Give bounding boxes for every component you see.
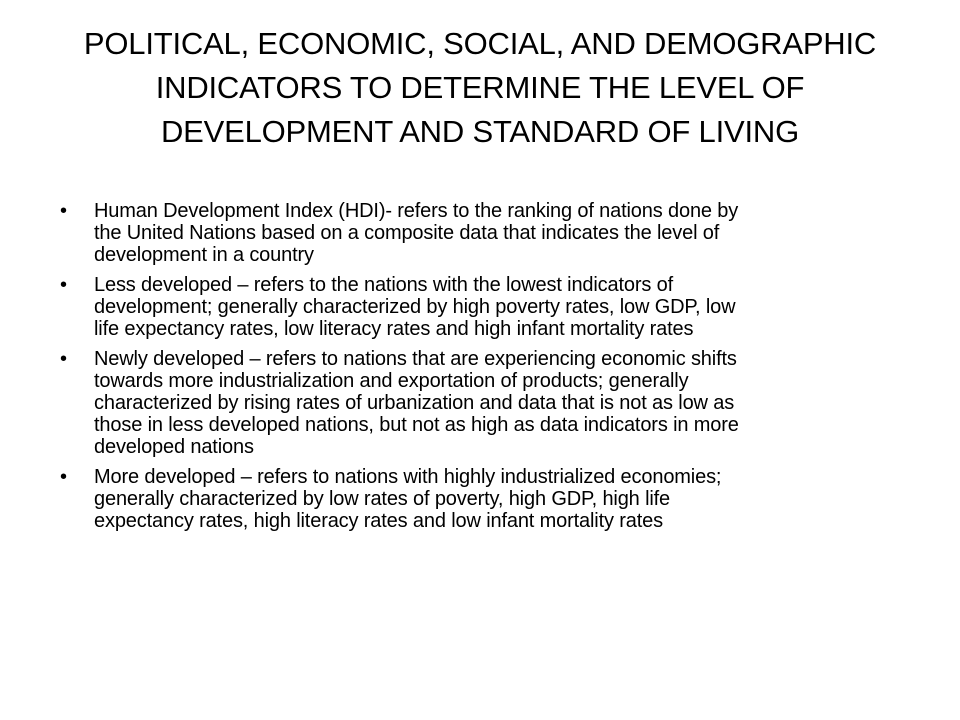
bullet-text — [94, 274, 910, 340]
bullet-dot-icon: • — [60, 200, 68, 222]
bullet-text — [94, 200, 910, 266]
bullet-dot-icon: • — [60, 274, 68, 296]
bullet-less-developed — [60, 274, 910, 340]
bullet-more-developed — [60, 466, 910, 532]
bullet-line: characterized by rising rates of urbanization and data that is not as low as — [94, 392, 735, 414]
bullet-line: developed nations — [94, 436, 254, 458]
bullet-line: development; generally characterized by high poverty rates, low GDP, low — [94, 296, 736, 318]
bullet-line: those in less developed nations, but not as high as data indicators in more — [94, 414, 739, 436]
bullet-line: towards more industrialization and exportation of products; generally — [94, 370, 689, 392]
bullet-list — [60, 200, 910, 540]
bullet-dot-icon: • — [60, 466, 68, 488]
bullet-text — [94, 348, 910, 458]
slide-title — [40, 22, 920, 154]
bullet-hdi — [60, 200, 910, 266]
title-line: DEVELOPMENT AND STANDARD OF LIVING — [160, 114, 799, 149]
bullet-line: Newly developed – refers to nations that are experiencing economic shifts — [94, 348, 737, 370]
bullet-line: expectancy rates, high literacy rates and low infant mortality rates — [94, 510, 663, 532]
bullet-line: Less developed – refers to the nations with the lowest indicators of — [94, 274, 674, 296]
bullet-newly-developed — [60, 348, 910, 458]
bullet-line: the United Nations based on a composite data that indicates the level of — [94, 222, 720, 244]
bullet-text — [94, 466, 910, 532]
bullet-dot-icon: • — [60, 348, 68, 370]
bullet-line: life expectancy rates, low literacy rates and high infant mortality rates — [94, 318, 694, 340]
title-line: POLITICAL, ECONOMIC, SOCIAL, AND DEMOGRAPHIC — [83, 26, 877, 61]
bullet-line: Human Development Index (HDI)- refers to the ranking of nations done by — [94, 200, 739, 222]
bullet-line: generally characterized by low rates of poverty, high GDP, high life — [94, 488, 671, 510]
bullet-line: More developed – refers to nations with highly industrialized economies; — [94, 466, 722, 488]
bullet-line: development in a country — [94, 244, 314, 266]
title-line: INDICATORS TO DETERMINE THE LEVEL OF — [155, 70, 805, 105]
